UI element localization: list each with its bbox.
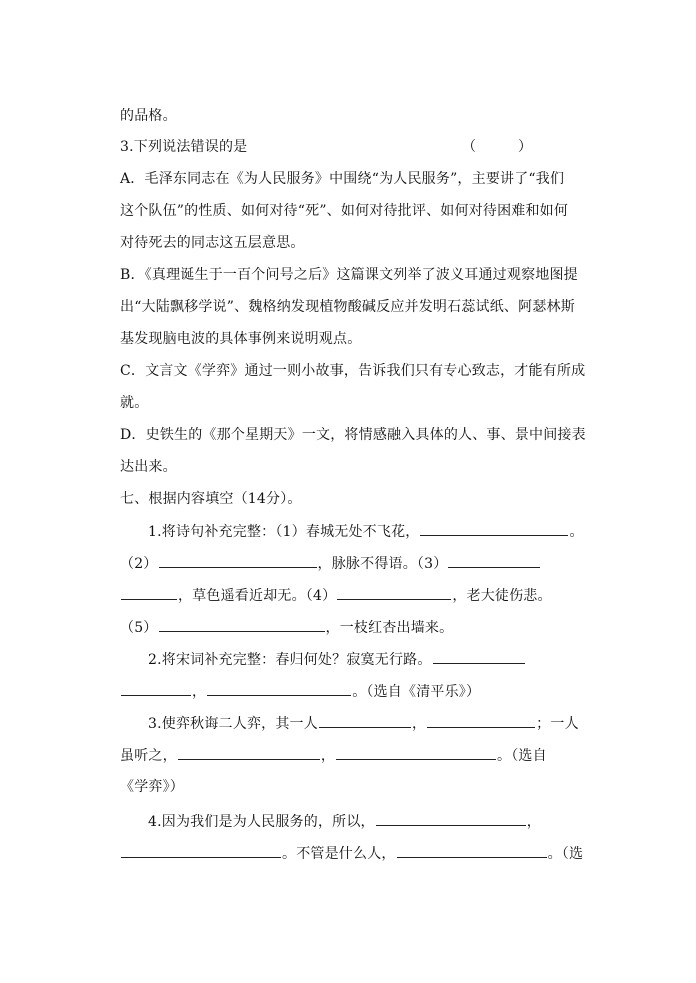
option-a-line-2: 这个队伍”的性质、如何对待“死”、如何对待批评、如何对待困难和如何 (120, 203, 569, 219)
answer-blank[interactable] (337, 585, 451, 600)
text-segment: ，脉脉不得语。（3） (317, 556, 448, 572)
answer-blank[interactable] (159, 617, 325, 632)
fill-3-line-2 (120, 745, 547, 766)
text-segment: ， (411, 716, 427, 732)
answer-parentheses: （ ） (462, 139, 532, 155)
text-segment: 。（选自 (497, 748, 547, 764)
answer-blank[interactable] (121, 585, 177, 600)
answer-blank[interactable] (121, 843, 281, 858)
option-d-line-2: 达出来。 (120, 459, 177, 475)
text-segment: 4.因为我们是为人民服务的，所以， (148, 814, 375, 830)
text-segment: 1.将诗句补充完整：（1）春城无处不飞花， (148, 524, 420, 540)
option-a-line-1: A．毛泽东同志在《为人民服务》中围绕“为人民服务”，主要讲了“我们 (120, 171, 565, 187)
text-segment: ， (192, 684, 207, 700)
answer-blank[interactable] (427, 713, 535, 728)
text-segment: 。 (569, 524, 584, 540)
answer-blank[interactable] (397, 843, 547, 858)
fill-2-line-2 (120, 681, 480, 702)
text-segment: ， (320, 748, 336, 764)
question-3-stem: 3.下列说法错误的是 (120, 139, 248, 155)
answer-blank[interactable] (159, 553, 317, 568)
text-segment: 3.使弈秋诲二人弈，其一人 (148, 716, 318, 732)
answer-blank[interactable] (178, 745, 320, 760)
option-d-line-1: D．史铁生的《那个星期天》一文，将情感融入具体的人、事、景中间接表 (120, 427, 586, 443)
fill-4-line-1 (148, 811, 541, 832)
answer-blank[interactable] (336, 745, 496, 760)
text-segment: ；一人 (536, 716, 579, 732)
text-segment: 。（选自《清平乐》） (352, 684, 481, 700)
fill-4-line-2 (120, 843, 583, 864)
fill-3-line-1 (148, 713, 579, 734)
text-segment: ，一枝红杏出墙来。 (325, 620, 454, 636)
answer-blank[interactable] (376, 811, 526, 826)
option-c-line-2: 就。 (120, 395, 149, 411)
text-segment: 。（选 (547, 846, 584, 862)
text-segment: 虽听之， (120, 748, 177, 764)
fill-1-line-4 (120, 617, 453, 638)
text-segment: （5） (120, 620, 158, 636)
fill-1-line-1 (148, 521, 584, 542)
fill-1-line-3 (120, 585, 552, 606)
text-segment: ，老大徒伤悲。 (452, 588, 552, 604)
text-segment: 。不管是什么人， (282, 846, 396, 862)
fill-3-line-3: 《学弈》） (120, 779, 184, 795)
text-segment: ，草色遥看近却无。（4） (178, 588, 337, 604)
text-segment: （2） (120, 556, 158, 572)
option-c-line-1: C．文言文《学弈》通过一则小故事，告诉我们只有专心致志，才能有所成 (120, 363, 586, 379)
answer-blank[interactable] (420, 521, 568, 536)
option-b-line-2: 出“大陆飘移学说”、魏格纳发现植物酸碱反应并发明石蕊试纸、阿瑟林斯 (120, 299, 575, 315)
text-line: 的品格。 (120, 108, 177, 124)
section-7-heading: 七、根据内容填空（14分）。 (120, 491, 302, 507)
fill-1-line-2 (120, 553, 541, 574)
text-segment: 2.将宋词补充完整：春归何处？寂寞无行路。 (148, 652, 432, 668)
option-b-line-3: 基发现脑电波的具体事例来说明观点。 (120, 331, 362, 347)
option-a-line-3: 对待死去的同志这五层意思。 (120, 235, 305, 251)
answer-blank[interactable] (448, 553, 540, 568)
answer-blank[interactable] (207, 681, 351, 696)
option-b-line-1: B．《真理诞生于一百个问号之后》这篇课文列举了波义耳通过观察地图提 (120, 267, 578, 283)
answer-blank[interactable] (433, 649, 525, 664)
answer-blank[interactable] (121, 681, 191, 696)
answer-blank[interactable] (319, 713, 411, 728)
fill-2-line-1 (148, 649, 526, 670)
text-segment: ， (526, 814, 541, 830)
